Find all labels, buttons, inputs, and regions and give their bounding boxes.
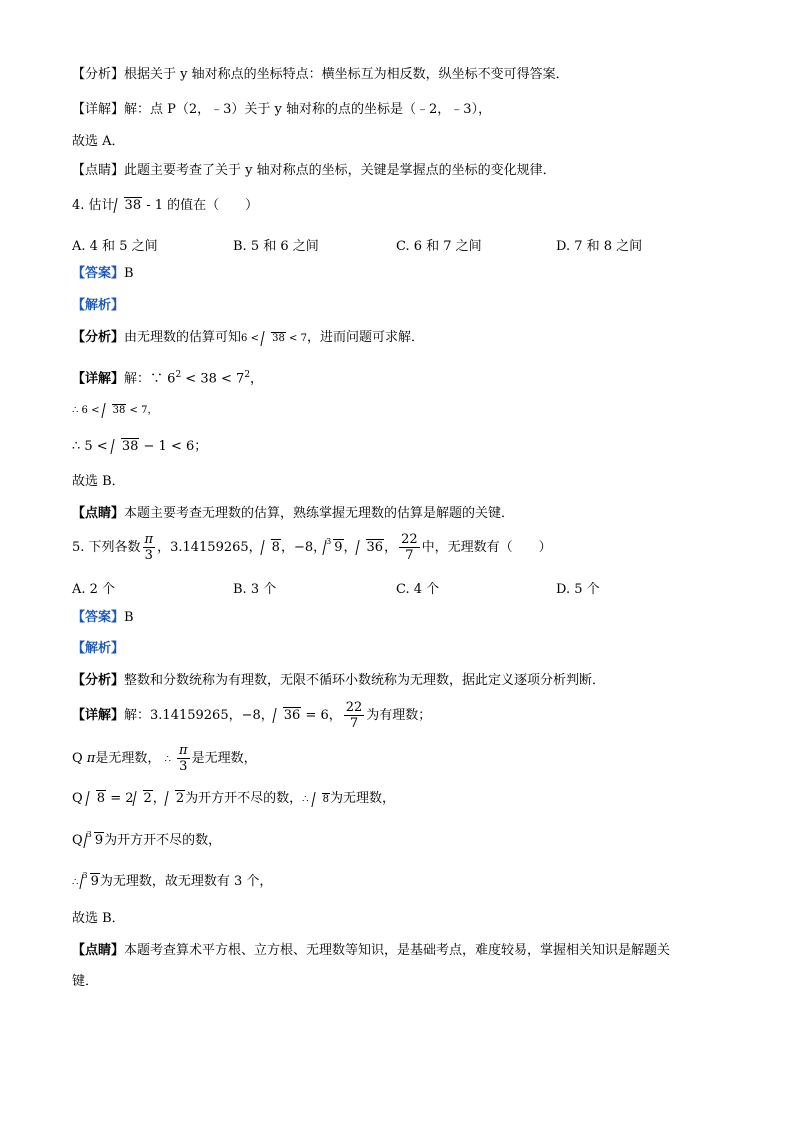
choose-5: 故选 B．: [72, 911, 125, 926]
question-5: 5. 下列各数 $\frac{\pi}{3}$ ，3.14159265， 8，−8，$^3$ 9， 36， $\frac{22}{7}$ 中，无理数有（ ）: [72, 532, 552, 563]
sqrt-symbol: 38: [112, 438, 140, 456]
sqrt-symbol: 36: [357, 539, 385, 557]
analysis-5: 【分析】整数和分数统称为有理数，无限不循环小数统称为无理数，据此定义逐项分析判断．: [72, 673, 606, 688]
choose-4: 故选 B．: [72, 474, 125, 489]
comment-line-3: 【点睛】此题主要考查了关于 y 轴对称点的坐标，关键是掌握点的坐标的变化规律．: [72, 163, 556, 178]
comment-5-cont: 键．: [72, 974, 99, 989]
sqrt-symbol: 2: [134, 790, 153, 808]
cbrt-symbol: 9: [85, 832, 104, 850]
detail-5: 【详解】解：3.14159265，−8， 36 = 6， $\frac{22}{7}$ 为有理数；: [72, 700, 432, 731]
sqrt-symbol: 8: [313, 791, 330, 809]
therefore-4b: ∴ 5 < 38 − 1 < 6；: [72, 439, 208, 454]
q4-option-c: C. 6 和 7 之间: [396, 239, 482, 254]
q4-option-d: D. 7 和 8 之间: [556, 239, 643, 254]
analysis-line-3: 【分析】根据关于 y 轴对称点的坐标特点：横坐标互为相反数，纵坐标不变可得答案．: [72, 67, 569, 82]
therefore-cbrt9: ∴ $^3$ 9为无理数，故无理数有 3 个，: [72, 871, 273, 889]
therefore-4a: ∴ 6 < 38 < 7，: [72, 402, 157, 420]
answer-5: 【答案】B: [72, 610, 134, 625]
sqrt-symbol: 38: [115, 197, 143, 215]
cbrt-symbol: 9: [81, 873, 100, 891]
because-sqrt8: Q 8 = 2 2， 2为开方开不尽的数，∴ 8为无理数，: [72, 790, 395, 809]
question-4: 4. 估计 38 - 1 的值在（ ）: [72, 198, 259, 213]
q5-option-d: D. 5 个: [556, 582, 600, 597]
choose-line-3: 故选 A．: [72, 134, 125, 149]
analysis-4: 【分析】由无理数的估算可知6 < 38 < 7，进而问题可求解．: [72, 329, 424, 348]
detail-4: 【详解】解：∵ $6^2 < 38 < 7^2$，: [72, 370, 264, 387]
solution-heading-5: 【解析】: [72, 641, 125, 656]
because-cbrt9: Q $^3$ 9为开方开不尽的数，: [72, 830, 222, 848]
because-pi: Q π是无理数， ∴ $\frac{\pi}{3}$ 是无理数，: [72, 743, 257, 774]
fraction-22-7: $\frac{22}{7}$: [401, 532, 418, 563]
sqrt-symbol: 36: [274, 707, 302, 725]
cbrt-symbol: 9: [324, 539, 343, 557]
comment-4: 【点睛】本题主要考查无理数的估算，熟练掌握无理数的估算是解题的关键．: [72, 506, 515, 521]
solution-heading-4: 【解析】: [72, 298, 125, 313]
sqrt-symbol: 8: [87, 790, 106, 808]
q4-option-a: A. 4 和 5 之间: [72, 239, 158, 254]
sqrt-symbol: 2: [166, 790, 185, 808]
q4-option-b: B. 5 和 6 之间: [233, 239, 319, 254]
comment-5: 【点睛】本题考查算术平方根、立方根、无理数等知识，是基础考点，难度较易，掌握相关知识是解题关: [72, 943, 671, 958]
answer-4: 【答案】B: [72, 266, 134, 281]
q5-option-c: C. 4 个: [396, 582, 440, 597]
sqrt-symbol: 38: [262, 330, 286, 348]
fraction-pi-3: $\frac{\pi}{3}$: [144, 532, 154, 563]
q5-option-b: B. 3 个: [233, 582, 277, 597]
fraction-22-7: $\frac{22}{7}$: [345, 700, 363, 731]
sqrt-symbol: 38: [103, 402, 127, 420]
q5-option-a: A. 2 个: [72, 582, 116, 597]
sqrt-symbol: 8: [262, 539, 281, 557]
detail-line-3: 【详解】解：点 P（2，﹣3）关于 y 轴对称的点的坐标是（﹣2，﹣3），: [72, 102, 492, 117]
fraction-pi-3: $\frac{\pi}{3}$: [179, 743, 188, 774]
